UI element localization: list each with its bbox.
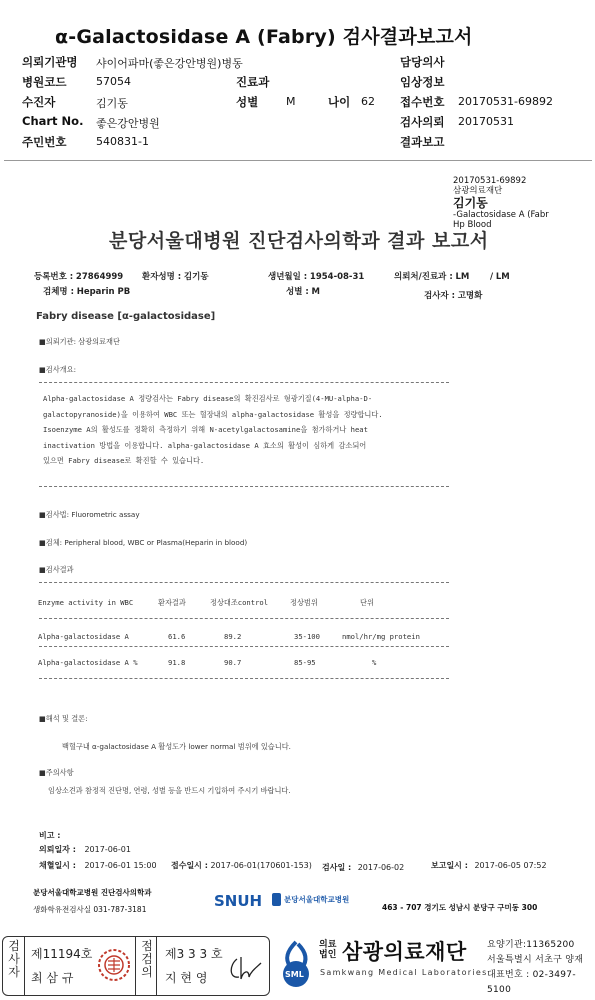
snuh-korean: 분당서울대학교병원 — [284, 895, 350, 904]
reviewer-vertical-label: 점검의 — [141, 939, 153, 979]
scan-doc-title: 분당서울대병원 진단검사의학과 결과 보고서 — [109, 230, 489, 252]
age-label: 나이 — [328, 95, 351, 109]
hospital-code-label: 병원코드 — [22, 75, 67, 89]
result-heading: ■검사결과 — [39, 565, 74, 574]
remarks-label: 비고 : — [39, 831, 61, 840]
sex-value: M — [286, 95, 296, 108]
overview-heading: ■검사개요: — [39, 365, 76, 374]
signature-box — [2, 936, 270, 996]
specimen-label-sticker — [453, 176, 549, 230]
receipt-date: 접수일시 : 2017-06-01(170601-153) — [171, 861, 312, 870]
specimen-line: ■검체: Peripheral blood, WBC or Plasma(Heparin in blood) — [39, 538, 248, 547]
divider — [39, 382, 449, 383]
method-line: ■검사법: Fluorometric assay — [39, 510, 140, 519]
notes-heading: ■주의사항 — [39, 768, 74, 777]
scanned-report — [6, 168, 591, 936]
snuh-emblem-icon — [272, 893, 281, 906]
footer-address: 463 - 707 경기도 성남시 분당구 구미동 300 — [382, 903, 538, 912]
table-row: Alpha-galactosidase A 61.6 89.2 35-100 nmol/hr/mg protein — [38, 632, 420, 641]
section-title: Fabry disease [α-galactosidase] — [36, 311, 216, 322]
report-title: α-Galactosidase A (Fabry) 검사결과보고서 — [55, 26, 473, 48]
clinical-label: 임상정보 — [400, 75, 445, 89]
brand-english: Samkwang Medical Laboratories — [320, 968, 488, 977]
interpretation-text: 백혈구내 α-galactosidase A 활성도가 lower normal 범위에 있습니다. — [62, 742, 291, 751]
chart-value: 좋은강안병원 — [96, 117, 160, 130]
divider — [39, 646, 449, 647]
divider — [39, 486, 449, 487]
org-value: 샤이어파마(좋은강안병원)병동 — [96, 57, 243, 70]
result-table-header: Enzyme activity in WBC 환자결과 정상대조control 정상범위 단위 — [38, 598, 374, 607]
divider — [39, 618, 449, 619]
examiner: 검사자 : 고명화 — [424, 291, 483, 301]
reviewer-license-no: 제3 3 3 호 — [165, 947, 223, 961]
brand-contact: 요양기관:11365200 서울특별시 서초구 양재 대표번호 : 02-3497-5100 — [487, 940, 584, 995]
footer-dept: 분당서울대학교병원 진단검사의학과 — [33, 888, 152, 897]
snuh-logo: SNUH — [214, 892, 263, 910]
reviewer-signature-icon — [227, 951, 265, 985]
receipt-value: 20170531-69892 — [458, 95, 553, 108]
request-date: 의뢰일자 : 2017-06-01 — [39, 845, 131, 854]
sticker-org: 삼광의료재단 — [453, 186, 503, 196]
request-label: 검사의뢰 — [400, 115, 445, 129]
patient-value: 김기동 — [96, 97, 128, 110]
header-divider — [4, 160, 592, 161]
sticker-number: 20170531-69892 — [453, 176, 527, 186]
table-row: Alpha-galactosidase A % 91.8 90.7 85-95 % — [38, 658, 377, 667]
ward: 의뢰처/진료과 : LM / LM — [394, 272, 510, 282]
doctor-label: 담당의사 — [400, 55, 445, 69]
divider — [39, 678, 449, 679]
request-value: 20170531 — [458, 115, 514, 128]
dept-label: 진료과 — [236, 75, 270, 89]
examiner-name: 최 삼 규 — [31, 971, 74, 985]
rrn-value: 540831-1 — [96, 135, 149, 148]
sticker-test: -Galactosidase A (Fabr — [453, 210, 549, 220]
receipt-label: 접수번호 — [400, 95, 445, 109]
patient-dob: 생년월일 : 1954-08-31 — [268, 272, 365, 282]
footer-lab: 생화학유전검사실 031-787-3181 — [33, 905, 147, 914]
overview-text: Alpha-galactosidase A 정량검사는 Fabry disease의 확진검사로 형광기질(4-MU-alpha-D- galactopyranoside)을 이용하여 WBC 또는 혈장내의 alpha-galactosidase 활성을 정량합니다. Isoenzyme A의 활성도를 정확히 측정하기 위해 N-acetylgalactosamine을 첨가하거나 heat inactivation 방법을 이용합니다. alpha-galactosidase A 효소의 활성이 심하게 감소되어 있으면 Fabry disease로 확진할 수 있습니다. — [43, 394, 383, 465]
divider — [39, 582, 449, 583]
interpretation-heading: ■해석 및 결론: — [39, 714, 88, 723]
sml-logo-icon: SML — [276, 940, 316, 988]
age-value: 62 — [361, 95, 375, 108]
examiner-vertical-label: 검사자 — [8, 939, 20, 979]
examiner-seal-icon — [95, 945, 133, 985]
sex-label: 성별 — [236, 95, 259, 109]
hospital-code-value: 57054 — [96, 75, 131, 88]
samkwang-brand — [276, 932, 594, 998]
report-header-fields — [0, 54, 595, 154]
patient-label: 수진자 — [22, 95, 56, 109]
patient-sex: 성별 : M — [286, 287, 320, 297]
examiner-license-no: 제11194호 — [31, 947, 93, 961]
reviewer-name: 지 현 영 — [165, 971, 208, 985]
specimen-name: 검체명 : Heparin PB — [43, 287, 131, 297]
rrn-label: 주민번호 — [22, 135, 67, 149]
sticker-specimen: Hp Blood — [453, 220, 492, 230]
org-label: 의뢰기관명 — [22, 55, 78, 69]
test-date: 검사일 : 2017-06-02 — [322, 863, 405, 872]
chart-label: Chart No. — [22, 114, 84, 128]
sticker-name: 김기동 — [453, 196, 488, 210]
notes-text: 임상소견과 참정적 진단명, 연령, 성별 등을 반드시 기입하여 주시기 바랍니다. — [48, 786, 291, 795]
patient-name: 환자성명 : 김기동 — [142, 272, 209, 282]
brand-name: 삼광의료재단 — [342, 940, 467, 964]
draw-date: 채혈일시 : 2017-06-01 15:00 — [39, 861, 157, 870]
result-report-label: 결과보고 — [400, 135, 445, 149]
report-date: 보고일시 : 2017-06-05 07:52 — [431, 861, 547, 870]
org-line: ■의뢰기관: 삼광의료재단 — [39, 337, 120, 346]
reg-no: 등록번호 : 27864999 — [34, 272, 124, 282]
legal-entity: 의료 법인 — [319, 940, 337, 960]
